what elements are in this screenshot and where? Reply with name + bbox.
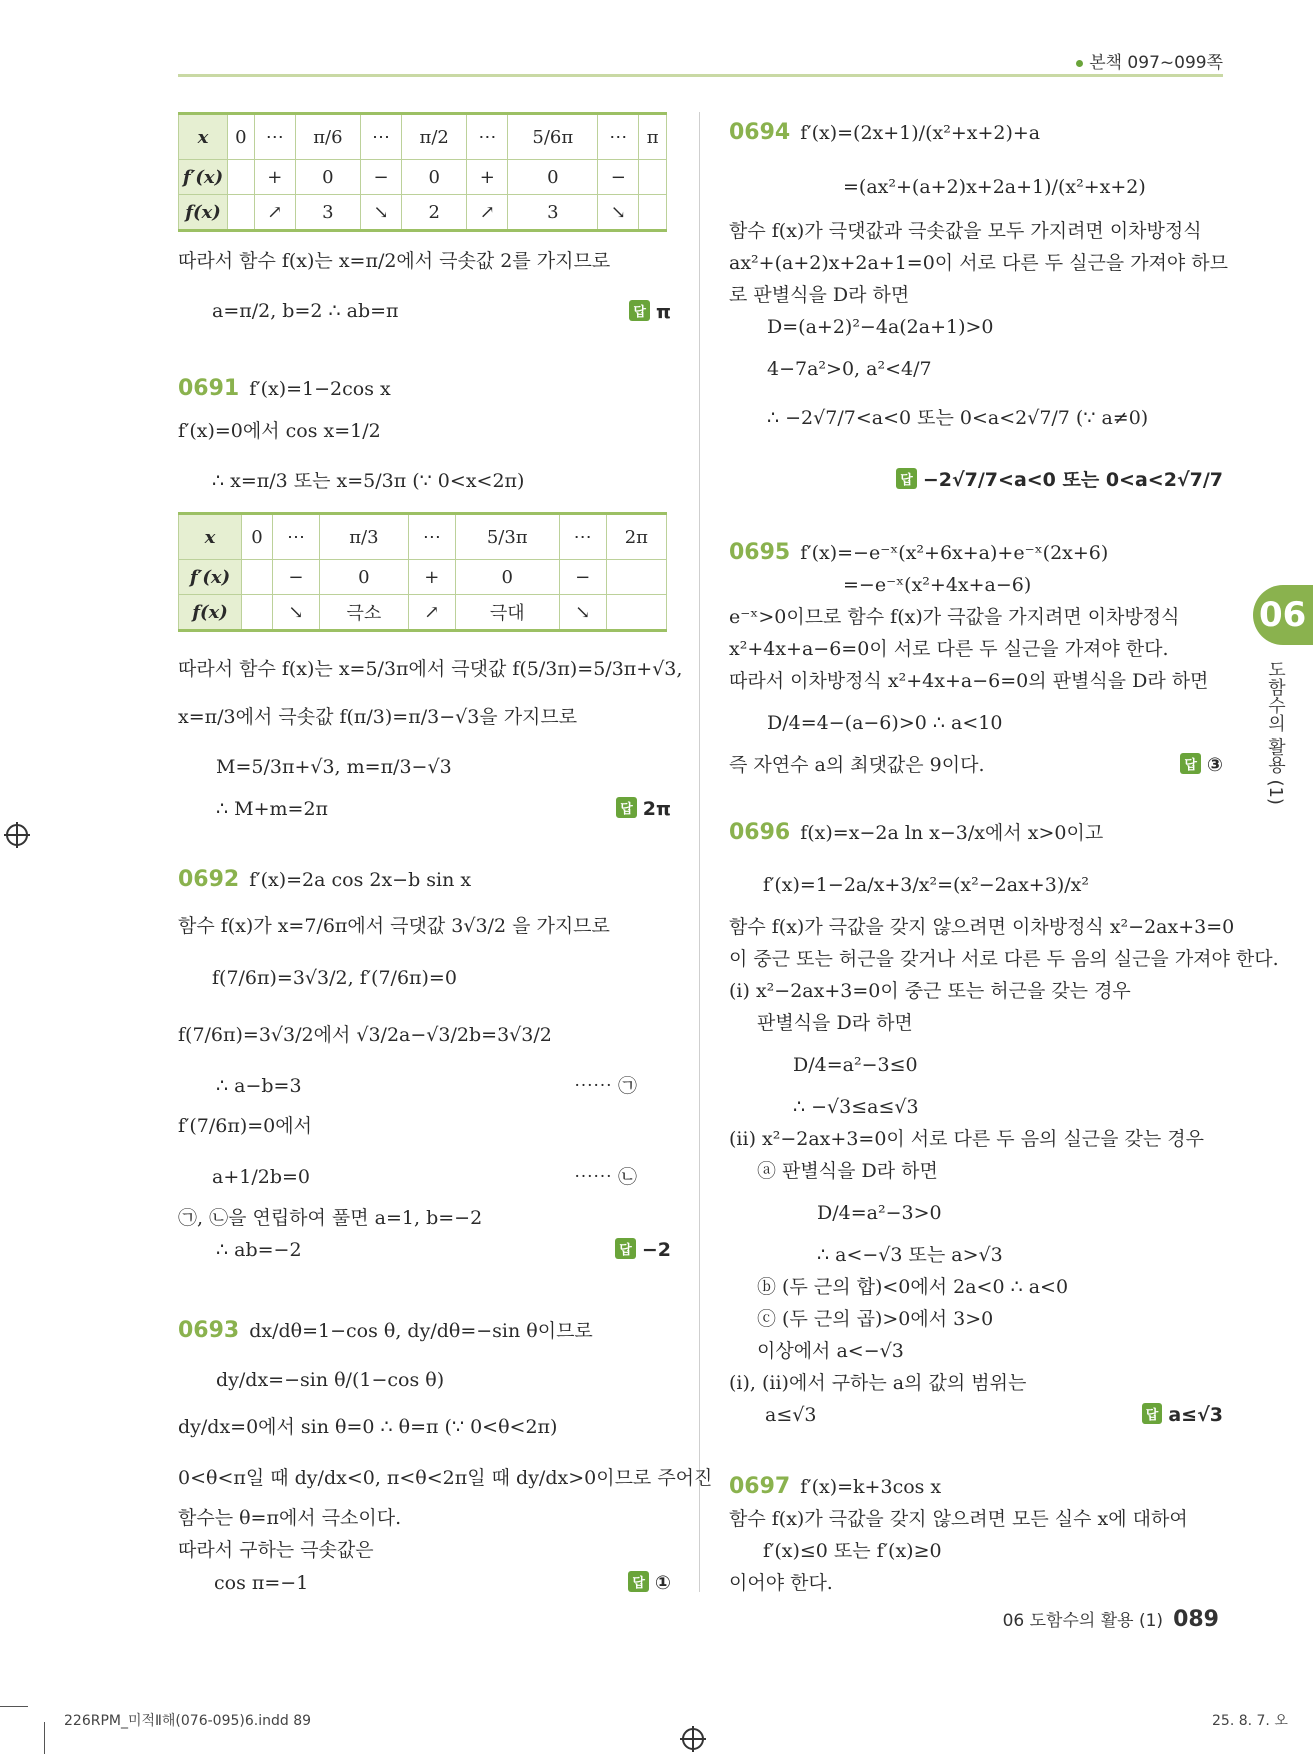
- table-cell: 0: [402, 160, 467, 195]
- answer-box: 답 2π: [616, 797, 671, 820]
- table-cell: [639, 160, 667, 195]
- solution-line: ∴ x=π/3 또는 x=5/3π (∵ 0<x<2π): [212, 470, 525, 492]
- table-cell: x: [179, 514, 242, 560]
- table-cell: −: [361, 160, 402, 195]
- chapter-tab: 06: [1253, 585, 1313, 645]
- table-cell: ↘: [598, 195, 639, 231]
- solution-line: ∴ M+m=2π: [216, 798, 329, 820]
- table-cell: f(x): [179, 195, 228, 231]
- problem-0696: 0696 f(x)=x−2a ln x−3/x에서 x>0이고: [729, 820, 1104, 845]
- solution-line: 따라서 구하는 극솟값은: [178, 1539, 374, 1561]
- table-cell: π/2: [402, 114, 467, 160]
- problem-number: 0695: [729, 540, 791, 565]
- solution-line: ⓑ (두 근의 합)<0에서 2a<0 ∴ a<0: [757, 1276, 1069, 1298]
- equation-marker: ⋯⋯ ㉡: [574, 1166, 638, 1188]
- table-cell: [606, 595, 666, 631]
- problem-0697: 0697 f′(x)=k+3cos x: [729, 1474, 942, 1499]
- solution-line: (ii) x²−2ax+3=0이 서로 다른 두 음의 실근을 갖는 경우: [729, 1128, 1205, 1150]
- page-footer: [1003, 1606, 1219, 1632]
- answer-box: 답 a≤√3: [1142, 1403, 1223, 1426]
- solution-line: x=π/3에서 극솟값 f(π/3)=π/3−√3을 가지므로: [178, 706, 578, 728]
- table-cell: 극소: [320, 595, 409, 631]
- sign-table-1: [178, 112, 667, 232]
- table-cell: 0: [508, 160, 598, 195]
- solution-line: 즉 자연수 a의 최댓값은 9이다.: [729, 754, 985, 776]
- solution-line: ⓐ 판별식을 D라 하면: [757, 1160, 938, 1182]
- problem-0691: 0691 f′(x)=1−2cos x: [178, 376, 391, 401]
- solution-line: a+1/2b=0: [212, 1166, 310, 1188]
- table-cell: 0: [242, 514, 273, 560]
- table-cell: 5/6π: [508, 114, 598, 160]
- table-cell: [242, 560, 273, 595]
- table-cell: ⋯: [408, 514, 455, 560]
- table-cell: 3: [295, 195, 360, 231]
- solution-line: ∴ a−b=3: [216, 1075, 302, 1097]
- answer-box: 답 ①: [628, 1571, 671, 1594]
- table-cell: 2: [402, 195, 467, 231]
- solution-line: f(7/6π)=3√3/2에서 √3/2a−√3/2b=3√3/2: [178, 1024, 552, 1046]
- solution-line: 따라서 함수 f(x)는 x=5/3π에서 극댓값 f(5/3π)=5/3π+√3,: [178, 658, 683, 680]
- chapter-tab-title: 도함수의 활용 (1): [1265, 660, 1286, 805]
- solution-line: f′(x)=0에서 cos x=1/2: [178, 420, 381, 442]
- table-cell: −: [272, 560, 319, 595]
- page-header: 본책 097~099쪽: [1076, 48, 1223, 73]
- solution-line: ∴ a<−√3 또는 a>√3: [817, 1244, 1003, 1266]
- solution-line: ㉠, ㉡을 연립하여 풀면 a=1, b=−2: [178, 1207, 483, 1229]
- solution-line: 이상에서 a<−√3: [757, 1340, 904, 1362]
- solution-line: dy/dx=−sin θ/(1−cos θ): [216, 1369, 445, 1391]
- solution-line: D/4=a²−3≤0: [793, 1054, 918, 1076]
- solution-line: f(7/6π)=3√3/2, f′(7/6π)=0: [212, 967, 457, 989]
- problem-0693: 0693 dx/dθ=1−cos θ, dy/dθ=−sin θ이므로: [178, 1318, 593, 1343]
- solution-line: dy/dx=0에서 sin θ=0 ∴ θ=π (∵ 0<θ<2π): [178, 1416, 558, 1438]
- solution-line: f′(x)=1−2a/x+3/x²=(x²−2ax+3)/x²: [763, 874, 1089, 896]
- problem-number: 0693: [178, 1318, 240, 1343]
- solution-line: f′(x)≤0 또는 f′(x)≥0: [763, 1540, 942, 1562]
- page-number: 089: [1173, 1607, 1219, 1632]
- problem-number: 0697: [729, 1474, 791, 1499]
- table-cell: 0: [295, 160, 360, 195]
- crop-mark: [44, 1722, 45, 1754]
- problem-number: 0692: [178, 867, 240, 892]
- solution-line: 따라서 함수 f(x)는 x=π/2에서 극솟값 2를 가지므로: [178, 250, 611, 272]
- table-cell: +: [408, 560, 455, 595]
- solution-line: D/4=a²−3>0: [817, 1202, 942, 1224]
- solution-line: D=(a+2)²−4a(2a+1)>0: [767, 316, 994, 338]
- answer-tag: 답: [896, 468, 917, 489]
- table-cell: +: [254, 160, 295, 195]
- solution-line: a=π/2, b=2 ∴ ab=π: [212, 300, 399, 322]
- solution-line: 4−7a²>0, a²<4/7: [767, 358, 932, 380]
- solution-line: (i), (ii)에서 구하는 a의 값의 범위는: [729, 1372, 1027, 1394]
- crop-mark: [0, 1706, 28, 1707]
- answer-box: 답 −2: [615, 1238, 671, 1261]
- answer-tag: 답: [1180, 753, 1201, 774]
- problem-0692: 0692 f′(x)=2a cos 2x−b sin x: [178, 867, 472, 892]
- answer-tag: 답: [615, 1238, 636, 1259]
- table-cell: ⋯: [559, 514, 606, 560]
- table-cell: ↘: [361, 195, 402, 231]
- table-cell: [228, 195, 255, 231]
- problem-number: 0694: [729, 120, 791, 145]
- solution-line: 따라서 이차방정식 x²+4x+a−6=0의 판별식을 D라 하면: [729, 670, 1209, 692]
- table-cell: x: [179, 114, 228, 160]
- column-divider: [699, 112, 700, 1592]
- table-cell: 5/3π: [455, 514, 559, 560]
- sign-table-2: [178, 512, 667, 632]
- solution-line: 함수 f(x)가 극값을 갖지 않으려면 모든 실수 x에 대하여: [729, 1508, 1188, 1530]
- solution-line: ∴ −√3≤a≤√3: [793, 1096, 919, 1118]
- solution-line: M=5/3π+√3, m=π/3−√3: [216, 756, 452, 778]
- solution-line: 이어야 한다.: [729, 1572, 833, 1594]
- table-cell: ⋯: [254, 114, 295, 160]
- solution-line: ∴ ab=−2: [216, 1239, 302, 1261]
- solution-line: 로 판별식을 D라 하면: [729, 284, 910, 306]
- table-cell: ↗: [408, 595, 455, 631]
- table-cell: 극대: [455, 595, 559, 631]
- table-cell: π/3: [320, 514, 409, 560]
- answer-tag: 답: [1142, 1403, 1163, 1424]
- answer-tag: 답: [628, 1571, 649, 1592]
- solution-line: e⁻ˣ>0이므로 함수 f(x)가 극값을 가지려면 이차방정식: [729, 606, 1180, 628]
- solution-line: ∴ −2√7/7<a<0 또는 0<a<2√7/7 (∵ a≠0): [767, 407, 1149, 429]
- solution-line: x²+4x+a−6=0이 서로 다른 두 실근을 가져야 한다.: [729, 638, 1169, 660]
- solution-line: cos π=−1: [214, 1572, 309, 1594]
- problem-0695: 0695 f′(x)=−e⁻ˣ(x²+6x+a)+e⁻ˣ(2x+6): [729, 540, 1109, 565]
- table-cell: ⋯: [598, 114, 639, 160]
- answer-box: 답 ③: [1180, 753, 1223, 776]
- solution-line: ⓒ (두 근의 곱)>0에서 3>0: [757, 1308, 994, 1330]
- table-cell: [228, 160, 255, 195]
- table-cell: [606, 560, 666, 595]
- table-cell: 0: [320, 560, 409, 595]
- solution-line: 0<θ<π일 때 dy/dx<0, π<θ<2π일 때 dy/dx>0이므로 주어진: [178, 1467, 713, 1489]
- table-cell: π/6: [295, 114, 360, 160]
- table-cell: ↘: [559, 595, 606, 631]
- solution-line: 함수는 θ=π에서 극소이다.: [178, 1507, 402, 1529]
- solution-line: 이 중근 또는 허근을 갖거나 서로 다른 두 음의 실근을 가져야 한다.: [729, 948, 1279, 970]
- table-cell: 0: [228, 114, 255, 160]
- table-cell: ⋯: [272, 514, 319, 560]
- table-cell: f′(x): [179, 160, 228, 195]
- footer-chapter: 06 도함수의 활용 (1): [1002, 1611, 1164, 1631]
- solution-line: f′(7/6π)=0에서: [178, 1115, 312, 1137]
- equation-marker: ⋯⋯ ㉠: [574, 1075, 638, 1097]
- answer-box: 답 −2√7/7<a<0 또는 0<a<2√7/7: [896, 465, 1223, 492]
- table-cell: f′(x): [179, 560, 242, 595]
- table-cell: ⋯: [467, 114, 508, 160]
- answer-box: 답 π: [629, 300, 671, 323]
- answer-tag: 답: [616, 797, 637, 818]
- solution-line: 판별식을 D라 하면: [757, 1012, 913, 1034]
- solution-line: ax²+(a+2)x+2a+1=0이 서로 다른 두 실근을 가져야 하므: [729, 252, 1229, 274]
- problem-number: 0691: [178, 376, 240, 401]
- table-cell: [639, 195, 667, 231]
- table-cell: ⋯: [361, 114, 402, 160]
- table-cell: +: [467, 160, 508, 195]
- solution-line: =(ax²+(a+2)x+2a+1)/(x²+x+2): [843, 176, 1146, 198]
- table-cell: 0: [455, 560, 559, 595]
- solution-line: 함수 f(x)가 극댓값과 극솟값을 모두 가지려면 이차방정식: [729, 220, 1202, 242]
- table-cell: ↗: [254, 195, 295, 231]
- solution-line: (i) x²−2ax+3=0이 중근 또는 허근을 갖는 경우: [729, 980, 1131, 1002]
- header-rule: [178, 74, 1223, 77]
- bullet-icon: [1076, 60, 1083, 67]
- answer-tag: 답: [629, 300, 650, 321]
- problem-number: 0696: [729, 820, 791, 845]
- solution-line: =−e⁻ˣ(x²+4x+a−6): [843, 574, 1032, 596]
- problem-0694: 0694 f′(x)=(2x+1)/(x²+x+2)+a: [729, 120, 1041, 145]
- table-cell: 3: [508, 195, 598, 231]
- solution-line: D/4=4−(a−6)>0 ∴ a<10: [767, 712, 1003, 734]
- table-cell: −: [559, 560, 606, 595]
- solution-line: 함수 f(x)가 극값을 갖지 않으려면 이차방정식 x²−2ax+3=0: [729, 916, 1235, 938]
- table-cell: ↗: [467, 195, 508, 231]
- registration-mark-icon: [682, 1728, 704, 1750]
- registration-mark-icon: [6, 824, 28, 846]
- table-cell: π: [639, 114, 667, 160]
- table-cell: f(x): [179, 595, 242, 631]
- table-cell: [242, 595, 273, 631]
- print-date: 25. 8. 7. 오: [1212, 1713, 1288, 1729]
- table-cell: ↘: [272, 595, 319, 631]
- solution-line: 함수 f(x)가 x=7/6π에서 극댓값 3√3/2 을 가지므로: [178, 915, 610, 937]
- solution-line: a≤√3: [765, 1404, 817, 1426]
- table-cell: 2π: [606, 514, 666, 560]
- print-slug: 226RPM_미적Ⅱ해(076-095)6.indd 89: [64, 1713, 312, 1729]
- table-cell: −: [598, 160, 639, 195]
